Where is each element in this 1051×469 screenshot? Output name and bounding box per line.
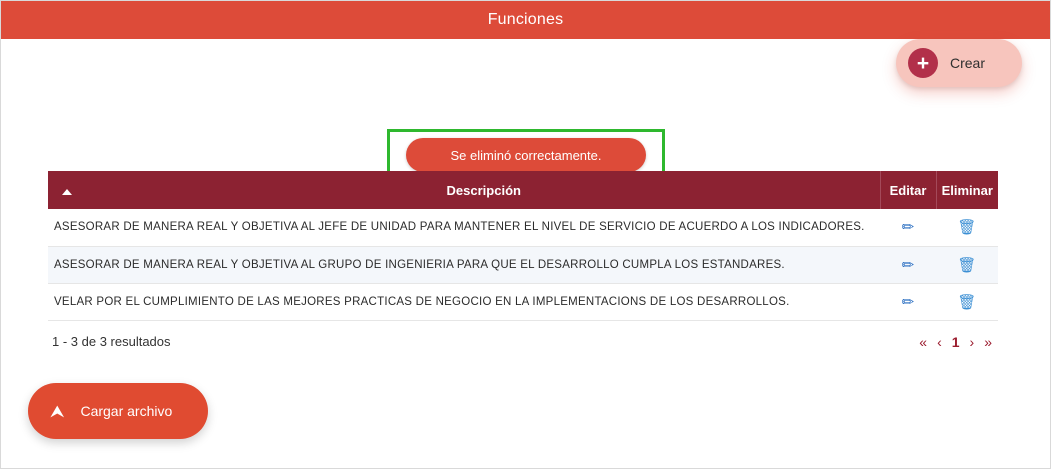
trash-icon[interactable]: 🗑	[957, 256, 977, 274]
trash-icon[interactable]: 🗑	[957, 293, 977, 311]
column-header-edit: Editar	[880, 171, 936, 209]
pencil-icon[interactable]: ✏	[901, 293, 915, 311]
create-button-label: Crear	[950, 55, 986, 71]
functions-table	[48, 171, 998, 321]
table-row	[48, 209, 998, 246]
plus-icon: +	[908, 48, 938, 78]
cell-description: ASESORAR DE MANERA REAL Y OBJETIVA AL GRUPO DE INGENIERIA PARA QUE EL DESARROLLO CUMPLA LOS ESTANDARES.	[48, 246, 880, 283]
upload-file-button-label: Cargar archivo	[80, 403, 173, 419]
trash-icon[interactable]: 🗑	[957, 219, 977, 237]
pencil-icon[interactable]: ✏	[901, 256, 915, 274]
create-button-zone	[896, 39, 1036, 97]
edit-action-cell[interactable]	[880, 209, 936, 246]
pagination-last[interactable]: »	[984, 333, 992, 350]
column-header-sort[interactable]	[48, 171, 88, 209]
pencil-icon[interactable]: ✏	[901, 219, 915, 237]
functions-table-area	[48, 171, 998, 363]
table-row	[48, 283, 998, 320]
delete-action-cell[interactable]	[936, 283, 998, 320]
upload-file-button[interactable]	[28, 383, 208, 439]
cell-description: VELAR POR EL CUMPLIMIENTO DE LAS MEJORES PRACTICAS DE NEGOCIO EN LA IMPLEMENTACIONS DE LOS DESARROLLOS.	[48, 283, 880, 320]
column-header-delete: Eliminar	[936, 171, 998, 209]
upload-icon: ⮝	[50, 401, 65, 421]
edit-action-cell[interactable]	[880, 246, 936, 283]
table-row	[48, 246, 998, 283]
success-alert-message: Se eliminó correctamente.	[450, 147, 602, 163]
table-head	[48, 171, 998, 209]
edit-action-cell[interactable]	[880, 283, 936, 320]
page-title: Funciones	[487, 11, 564, 28]
caret-up-icon	[62, 189, 72, 195]
pagination-next[interactable]: ›	[969, 333, 975, 350]
pagination-page-1[interactable]: 1	[951, 333, 960, 350]
pagination-first[interactable]: «	[919, 333, 928, 350]
pagination-prev[interactable]: ‹	[937, 333, 942, 350]
pagination	[919, 334, 992, 350]
column-header-description[interactable]: Descripción	[88, 171, 880, 209]
delete-action-cell[interactable]	[936, 246, 998, 283]
table-footer	[48, 321, 998, 363]
table-body	[48, 209, 998, 320]
results-count: 1 - 3 de 3 resultados	[52, 334, 171, 349]
table-header-row	[48, 171, 998, 209]
success-alert[interactable]	[406, 138, 646, 172]
create-button[interactable]	[896, 39, 1022, 87]
cell-description: ASESORAR DE MANERA REAL Y OBJETIVA AL JEFE DE UNIDAD PARA MANTENER EL NIVEL DE SERVICIO DE ACUERDO A LOS INDICADORES.	[48, 209, 880, 246]
page-title-bar	[1, 1, 1050, 39]
delete-action-cell[interactable]	[936, 209, 998, 246]
